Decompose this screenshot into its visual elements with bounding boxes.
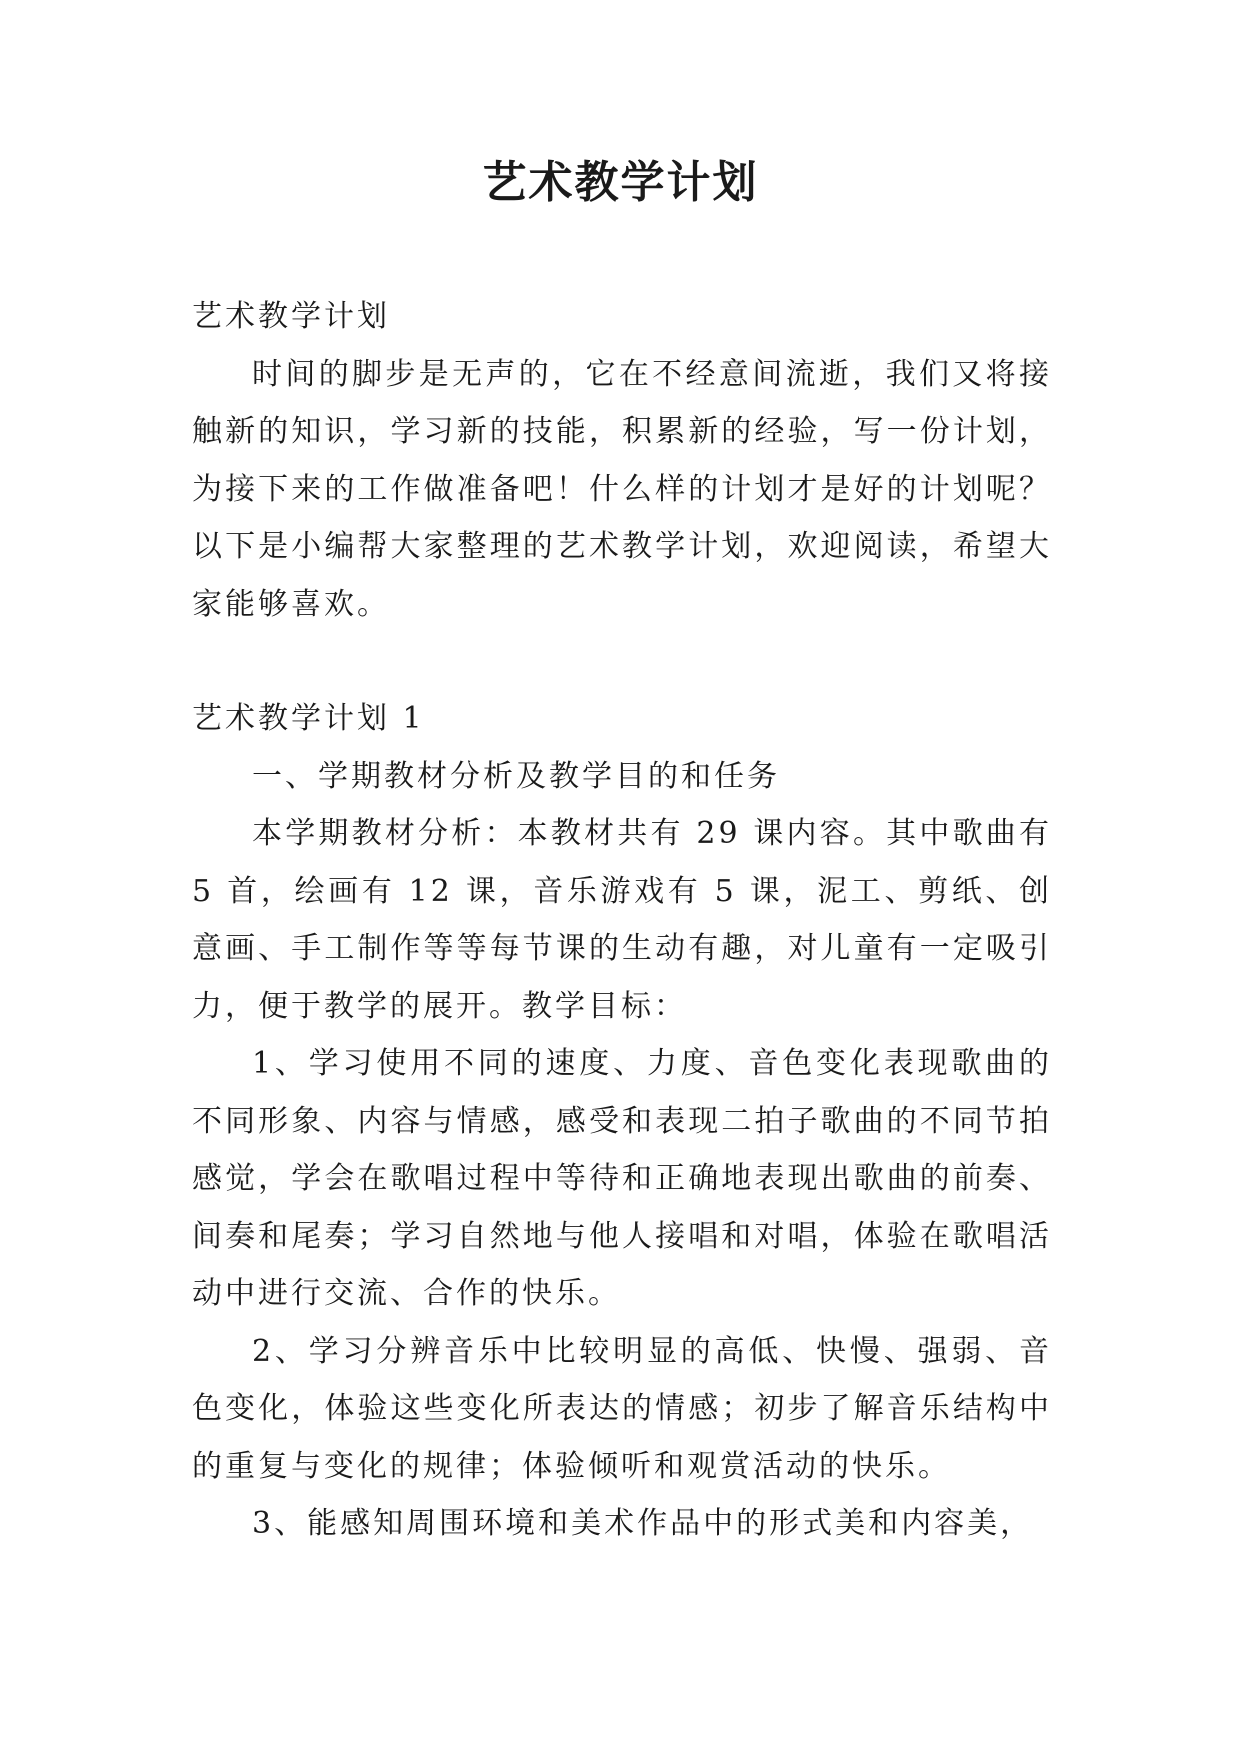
paragraph-goal-3: 3、能感知周围环境和美术作品中的形式美和内容美， [252, 1506, 1034, 1541]
section-heading: 艺术教学计划 1 [192, 701, 425, 736]
paragraph-textbook-analysis: 本学期教材分析：本教材共有 29 课内容。其中歌曲有 5 首，绘画有 12 课，音乐游戏有 5 课，泥工、剪纸、创意画、手工制作等等每节课的生动有趣，对儿童有一定吸引力，便于教学的展开。教学目标： [192, 816, 1052, 1024]
section-subheading: 一、学期教材分析及教学目的和任务 [252, 758, 780, 794]
section-spacer [192, 633, 1052, 690]
page-title: 艺术教学计划 [482, 157, 759, 208]
paragraph-goal-2: 2、学习分辨音乐中比较明显的高低、快慢、强弱、音色变化，体验这些变化所表达的情感；初步了解音乐结构中的重复与变化的规律；体验倾听和观赏活动的快乐。 [192, 1333, 1052, 1484]
intro-paragraph: 时间的脚步是无声的，它在不经意间流逝，我们又将接触新的知识，学习新的技能，积累新的经验，写一份计划，为接下来的工作做准备吧！什么样的计划才是好的计划呢？以下是小编帮大家整理的艺术教学计划，欢迎阅读，希望大家能够喜欢。 [192, 356, 1052, 622]
paragraph-goal-1: 1、学习使用不同的速度、力度、音色变化表现歌曲的不同形象、内容与情感，感受和表现二拍子歌曲的不同节拍感觉，学会在歌唱过程中等待和正确地表现出歌曲的前奏、间奏和尾奏；学习自然地与他人接唱和对唱，体验在歌唱活动中进行交流、合作的快乐。 [192, 1046, 1052, 1311]
document-subtitle: 艺术教学计划 [192, 299, 390, 334]
document-body [192, 288, 1052, 1553]
